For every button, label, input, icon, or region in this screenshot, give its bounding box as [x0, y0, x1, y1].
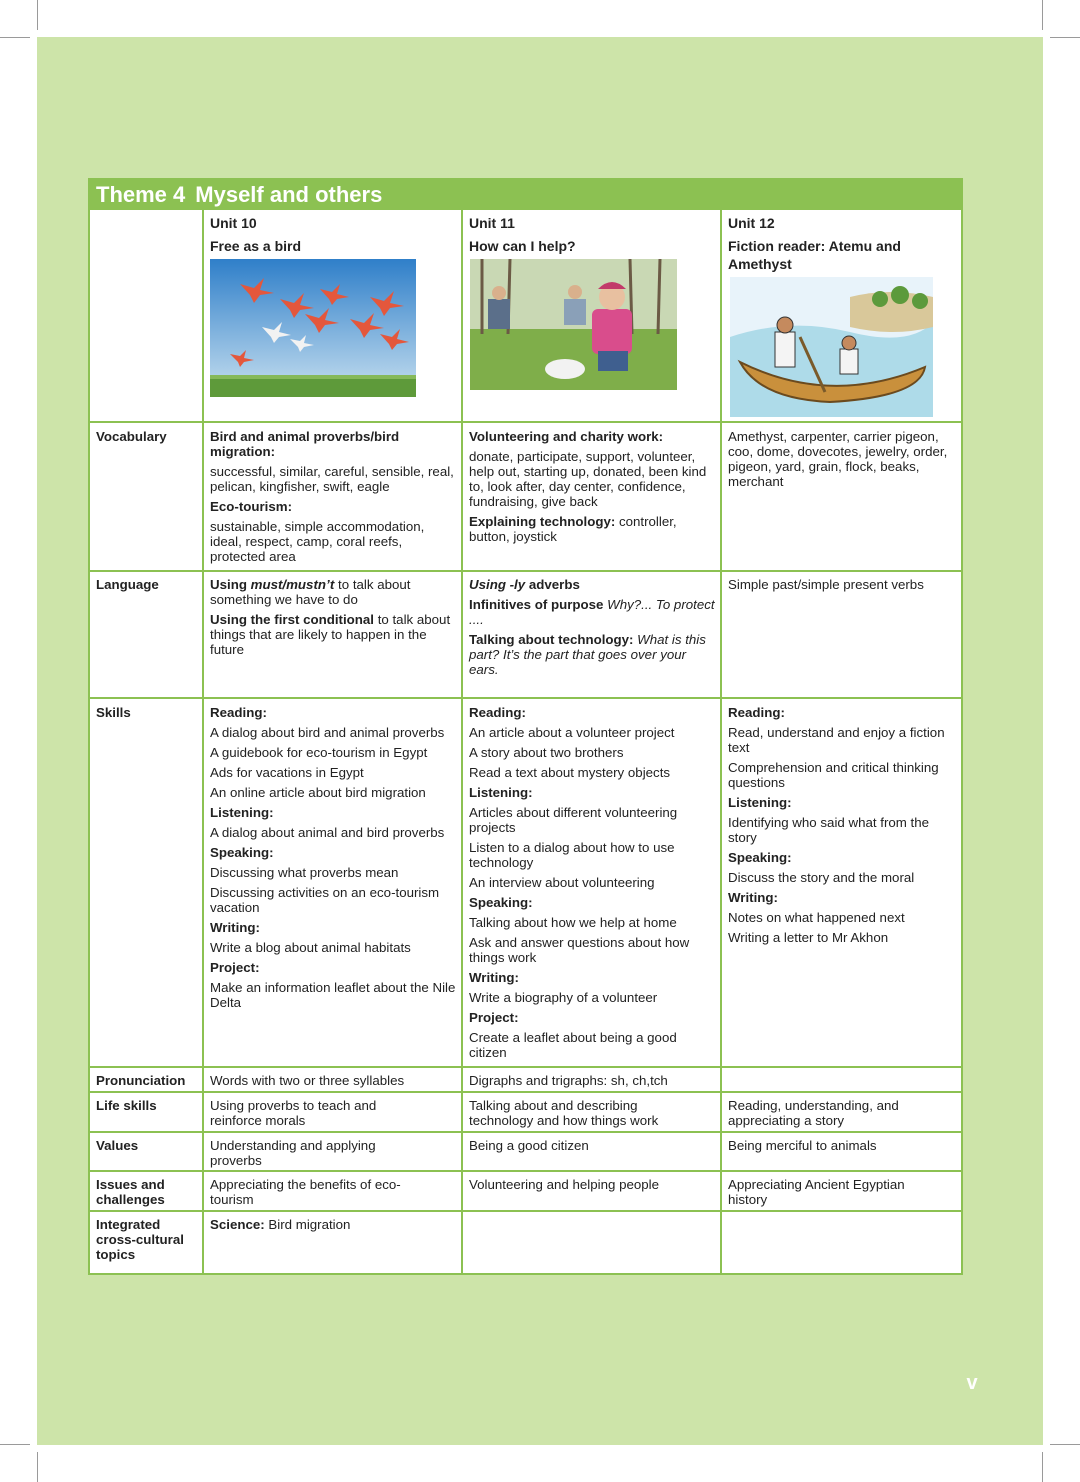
skill-heading: Project:: [210, 960, 260, 975]
skill-item: Discussing activities on an eco-tourism vacation: [210, 885, 440, 915]
unit-12-title: Fiction reader: Atemu and Amethyst: [728, 238, 901, 272]
skill-item: Make an information leaflet about the Nile Delta: [210, 980, 456, 1010]
skills-unit-11: [462, 705, 720, 1065]
skill-item: Ask and answer questions about how things work: [469, 935, 690, 965]
vocab-words: controller, button, joystick: [469, 514, 677, 544]
vocab-words: donate, participate, support, volunteer, help out, starting up, donated, been kind to, look after, day center, confidence, fundraising, give back: [469, 449, 707, 509]
volunteers-image: [470, 259, 677, 390]
issues-unit-11: Volunteering and helping people: [469, 1177, 660, 1192]
language-point: Using the first conditional to talk about things that are likely to happen in the future: [210, 612, 451, 657]
row-divider: [88, 1091, 963, 1093]
language-point: Infinitives of purpose Why?... To protect ....: [469, 597, 715, 627]
skill-item: An interview about volunteering: [469, 875, 655, 890]
integrated-subject: Science:: [210, 1217, 265, 1232]
theme-header: [88, 178, 963, 210]
skill-heading: Writing:: [728, 890, 778, 905]
row-divider: [88, 570, 963, 572]
unit-10-title: Free as a bird: [210, 238, 302, 254]
language-point: Using must/mustn’t to talk about something we have to do: [210, 577, 411, 607]
language-point: Using -ly adverbs: [469, 577, 580, 592]
integrated-unit-10: [203, 1217, 461, 1232]
row-divider: [88, 1066, 963, 1068]
unit-12-label: Unit 12: [728, 215, 775, 231]
skill-item: An article about a volunteer project: [469, 725, 675, 740]
row-label-life-skills: Life skills: [96, 1098, 157, 1113]
skill-item: Read a text about mystery objects: [469, 765, 671, 780]
theme-title: Myself and others: [195, 182, 383, 207]
vocab-heading: Eco-tourism:: [210, 499, 293, 514]
issues-unit-12: Appreciating Ancient Egyptian history: [728, 1177, 905, 1207]
values-unit-12: Being merciful to animals: [728, 1138, 877, 1153]
skill-heading: Speaking:: [210, 845, 274, 860]
skill-item: Writing a letter to Mr Akhon: [728, 930, 889, 945]
skill-item: Read, understand and enjoy a fiction text: [728, 725, 945, 755]
life-skills-unit-11: Talking about and describing technology and how things work: [469, 1098, 659, 1128]
row-divider: [88, 1210, 963, 1212]
skill-item: Write a biography of a volunteer: [469, 990, 658, 1005]
skill-item: Create a leaflet about being a good citizen: [469, 1030, 677, 1060]
skill-heading: Reading:: [728, 705, 785, 720]
skill-item: Write a blog about animal habitats: [210, 940, 411, 955]
page-number: v: [966, 1372, 978, 1394]
skill-item: Discussing what proverbs mean: [210, 865, 399, 880]
vocab-words: sustainable, simple accommodation, ideal, respect, camp, coral reefs, protected area: [210, 519, 425, 564]
row-label-integrated: Integrated cross-cultural topics: [96, 1217, 184, 1262]
skill-heading: Reading:: [210, 705, 267, 720]
unit-11-label: Unit 11: [469, 215, 515, 231]
skill-heading: Reading:: [469, 705, 526, 720]
vocabulary-unit-12: [721, 429, 961, 494]
crop-mark: [37, 0, 38, 30]
skill-item: A dialog about bird and animal proverbs: [210, 725, 445, 740]
unit-12-header: [721, 214, 961, 273]
pronunciation-unit-11: Digraphs and trigraphs: sh, ch,tch: [469, 1073, 668, 1088]
skill-item: Discuss the story and the moral: [728, 870, 915, 885]
skill-item: A story about two brothers: [469, 745, 624, 760]
crop-mark: [1050, 37, 1080, 38]
vocabulary-unit-11: [462, 429, 720, 549]
row-divider: [88, 1170, 963, 1172]
unit-10-header: [203, 214, 461, 255]
crop-mark: [1050, 1444, 1080, 1445]
birds-flying-image: [210, 259, 416, 397]
issues-unit-10: Appreciating the benefits of eco-tourism: [210, 1177, 401, 1207]
unit-11-header: [462, 214, 720, 255]
skill-item: A dialog about animal and bird proverbs: [210, 825, 445, 840]
pronunciation-unit-10: Words with two or three syllables: [210, 1073, 405, 1088]
skill-heading: Speaking:: [469, 895, 533, 910]
row-label-issues: Issues and challenges: [96, 1177, 165, 1207]
language-point: Talking about technology: What is this part? It’s the part that goes over your ears.: [469, 632, 706, 677]
row-label-vocabulary: Vocabulary: [96, 429, 167, 444]
skill-heading: Project:: [469, 1010, 519, 1025]
language-unit-10: [203, 577, 461, 662]
crop-mark: [1042, 0, 1043, 30]
vocab-words: successful, similar, careful, sensible, real, pelican, kingfisher, swift, eagle: [210, 464, 454, 494]
unit-10-label: Unit 10: [210, 215, 257, 231]
skill-item: Identifying who said what from the story: [728, 815, 930, 845]
skill-item: Talking about how we help at home: [469, 915, 677, 930]
skill-item: Ads for vacations in Egypt: [210, 765, 364, 780]
vocab-words: Amethyst, carpenter, carrier pigeon, coo, dome, dovecotes, jewelry, order, pigeon, yard, grain, flock, beaks, merchant: [728, 429, 948, 489]
skill-item: Listen to a dialog about how to use technology: [469, 840, 675, 870]
vocab-heading: Explaining technology:: [469, 514, 616, 529]
skill-item: Notes on what happened next: [728, 910, 905, 925]
life-skills-unit-10: Using proverbs to teach and reinforce morals: [210, 1098, 377, 1128]
row-label-pronunciation: Pronunciation: [96, 1073, 186, 1088]
language-unit-12: [721, 577, 961, 597]
integrated-topic: Bird migration: [264, 1217, 351, 1232]
row-divider: [88, 421, 963, 423]
skill-heading: Writing:: [210, 920, 260, 935]
row-divider: [88, 1131, 963, 1133]
life-skills-unit-12: Reading, understanding, and appreciating a story: [728, 1098, 899, 1128]
row-label-language: Language: [96, 577, 159, 592]
row-divider: [88, 697, 963, 699]
values-unit-10: Understanding and applying proverbs: [210, 1138, 376, 1168]
row-label-values: Values: [96, 1138, 139, 1153]
skill-item: Articles about different volunteering projects: [469, 805, 678, 835]
skills-unit-12: [721, 705, 961, 950]
skill-item: Comprehension and critical thinking questions: [728, 760, 939, 790]
values-unit-11: Being a good citizen: [469, 1138, 589, 1153]
row-label-skills: Skills: [96, 705, 131, 720]
skill-heading: Speaking:: [728, 850, 792, 865]
language-point: Simple past/simple present verbs: [728, 577, 924, 592]
skill-item: An online article about bird migration: [210, 785, 426, 800]
skill-heading: Listening:: [728, 795, 792, 810]
skill-heading: Listening:: [210, 805, 274, 820]
boat-story-image: [730, 277, 933, 417]
skill-item: A guidebook for eco-tourism in Egypt: [210, 745, 428, 760]
skill-heading: Writing:: [469, 970, 519, 985]
skills-unit-10: [203, 705, 461, 1015]
crop-mark: [1042, 1452, 1043, 1482]
vocab-heading: Bird and animal proverbs/bird migration:: [210, 429, 400, 459]
skill-heading: Listening:: [469, 785, 533, 800]
language-unit-11: [462, 577, 720, 682]
theme-number: Theme 4: [96, 182, 186, 207]
unit-11-title: How can I help?: [469, 238, 576, 254]
vocabulary-unit-10: [203, 429, 461, 569]
crop-mark: [0, 1444, 30, 1445]
crop-mark: [37, 1452, 38, 1482]
crop-mark: [0, 37, 30, 38]
vocab-heading: Volunteering and charity work:: [469, 429, 664, 444]
